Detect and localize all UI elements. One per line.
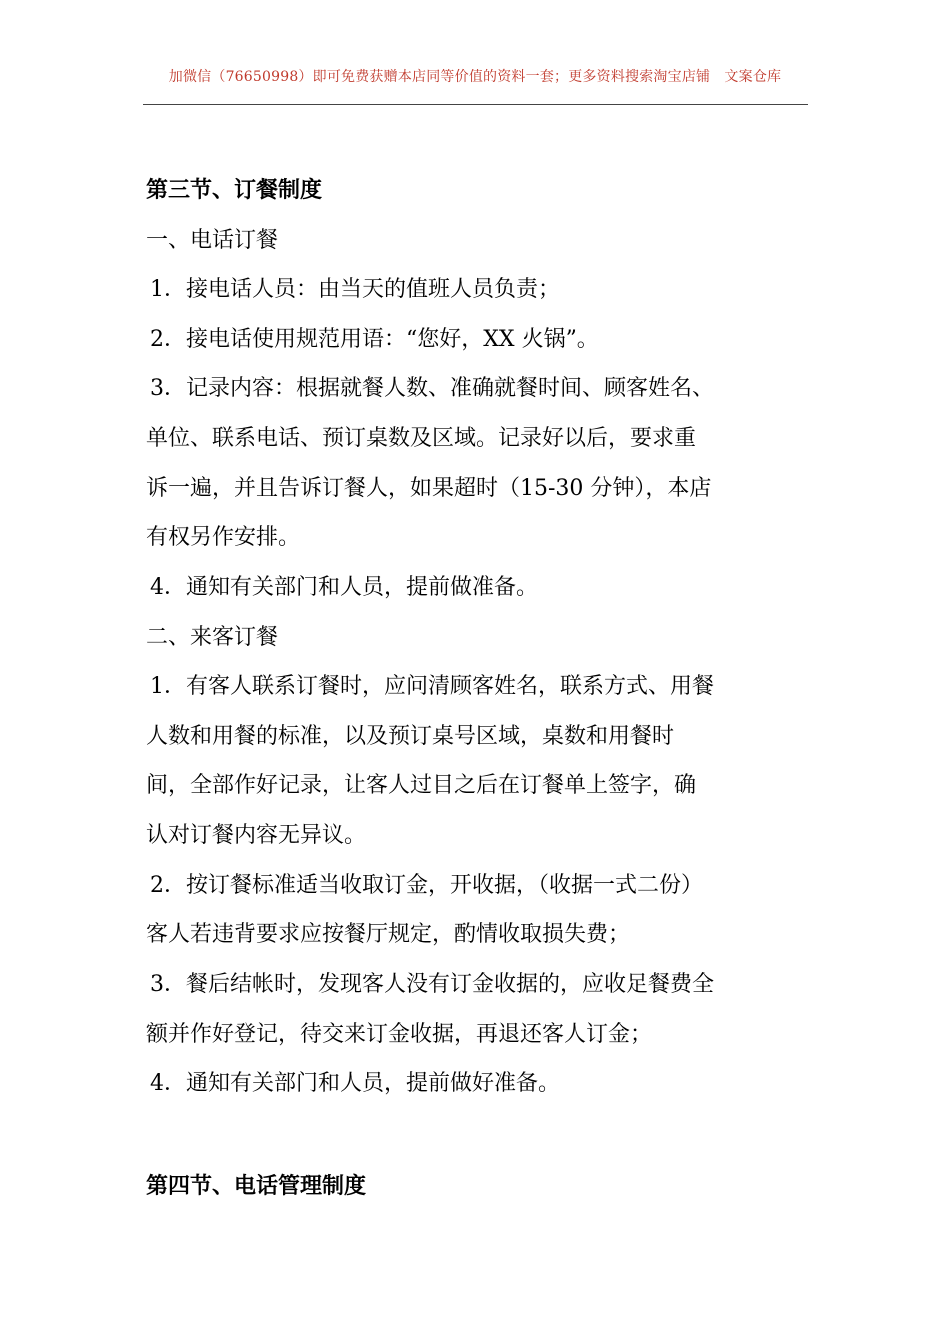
paragraph-line: 2．接电话使用规范用语：“您好，XX 火锅”。	[150, 327, 599, 352]
section-3-part-2-heading: 二、来客订餐	[146, 625, 279, 650]
paragraph-line: 4．通知有关部门和人员，提前做准备。	[150, 575, 538, 600]
paragraph-line: 额并作好登记，待交来订金收据，再退还客人订金；	[146, 1022, 653, 1047]
paragraph-line: 1．有客人联系订餐时，应问清顾客姓名，联系方式、用餐	[150, 674, 714, 699]
section-3-title: 第三节、订餐制度	[146, 178, 323, 203]
paragraph-line: 认对订餐内容无异议。	[146, 823, 367, 848]
paragraph-line: 间，全部作好记录，让客人过目之后在订餐单上签字，确	[146, 773, 697, 798]
paragraph-line: 诉一遍，并且告诉订餐人，如果超时（15-30 分钟），本店	[146, 476, 712, 501]
paragraph-line: 有权另作安排。	[146, 525, 301, 550]
paragraph-line: 人数和用餐的标准，以及预订桌号区域，桌数和用餐时	[146, 724, 675, 749]
paragraph-line: 4．通知有关部门和人员，提前做好准备。	[150, 1071, 560, 1096]
section-3-part-1-heading: 一、电话订餐	[146, 228, 279, 253]
paragraph-line: 单位、联系电话、预订桌数及区域。记录好以后，要求重	[146, 426, 697, 451]
section-4-title: 第四节、电话管理制度	[146, 1174, 367, 1199]
paragraph-line: 3．餐后结帐时，发现客人没有订金收据的，应收足餐费全	[150, 972, 714, 997]
page-header-text: 加微信（76650998）即可免费获赠本店同等价值的资料一套；更多资料搜索淘宝店铺 文案仓库	[168, 69, 782, 85]
paragraph-line: 3．记录内容：根据就餐人数、准确就餐时间、顾客姓名、	[150, 376, 714, 401]
header-divider	[143, 104, 808, 105]
paragraph-line: 1．接电话人员：由当天的值班人员负责；	[150, 277, 560, 302]
paragraph-line: 2．按订餐标准适当收取订金，开收据，（收据一式二份）	[150, 873, 703, 898]
paragraph-line: 客人若违背要求应按餐厅规定，酌情收取损失费；	[146, 922, 631, 947]
